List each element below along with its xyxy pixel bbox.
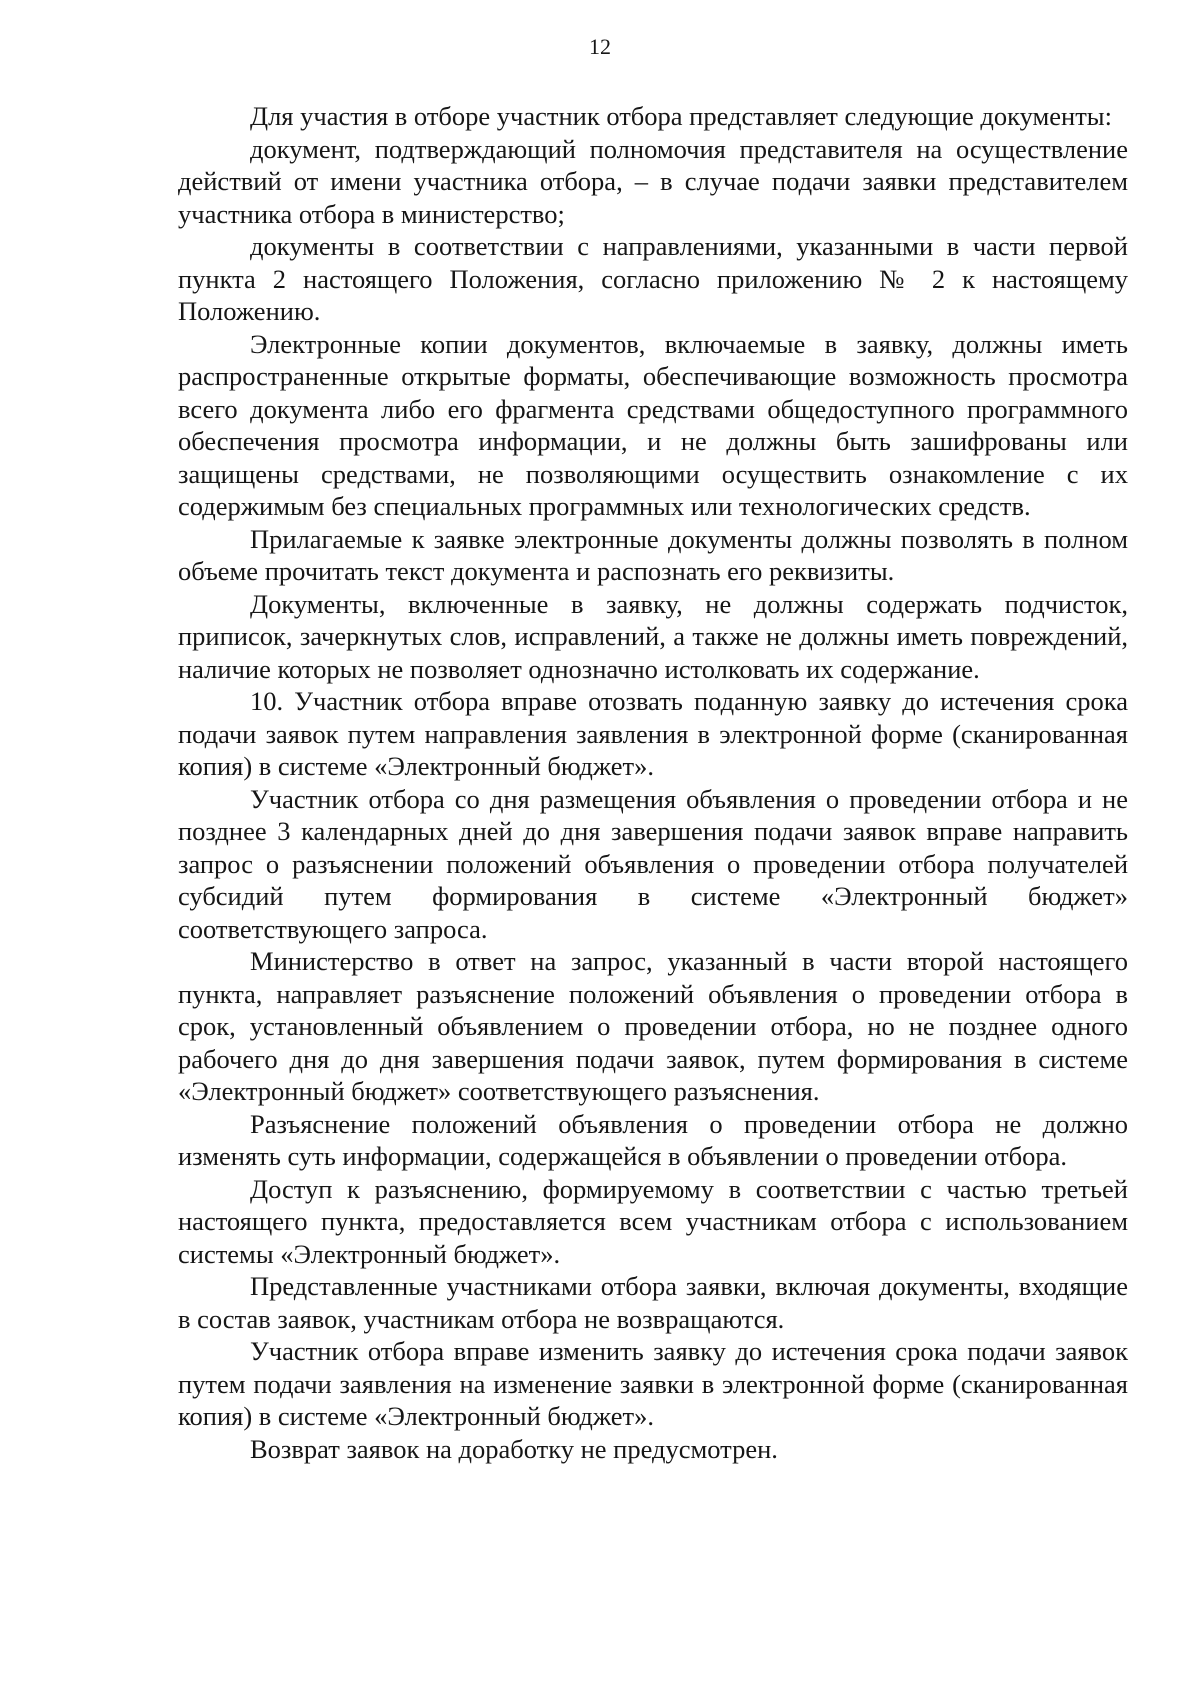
paragraph-authority-document: документ, подтверждающий полномочия представителя на осуществление действий от имени участника отбора, – в случае подачи заявки представителем участника отбора в министерство;	[178, 133, 1128, 229]
document-body	[178, 100, 1128, 1465]
paragraph-item-10-withdraw: 10. Участник отбора вправе отозвать поданную заявку до истечения срока подачи заявок путем направления заявления в электронной форме (сканированная копия) в системе «Электронный бюджет».	[178, 686, 1128, 781]
paragraph-change-application: Участник отбора вправе изменить заявку до истечения срока подачи заявок путем подачи заявления на изменение заявки в электронной форме (сканированная копия) в системе «Электронный бюджет».	[178, 1336, 1128, 1431]
paragraph-clarification-limits: Разъяснение положений объявления о проведении отбора не должно изменять суть информации, содержащейся в объявлении о проведении отбора.	[178, 1108, 1128, 1171]
paragraph-attached-documents-readable: Прилагаемые к заявке электронные документы должны позволять в полном объеме прочитать текст документа и распознать его реквизиты.	[178, 523, 1128, 586]
paragraph-no-corrections: Документы, включенные в заявку, не должны содержать подчисток, приписок, зачеркнутых слов, исправлений, а также не должны иметь повреждений, наличие которых не позволяет однозначно истолковать их содержание.	[178, 588, 1128, 684]
paragraph-clarification-access: Доступ к разъяснению, формируемому в соответствии с частью третьей настоящего пункта, предоставляется всем участникам отбора с использованием системы «Электронный бюджет».	[178, 1173, 1128, 1269]
paragraph-no-return: Представленные участниками отбора заявки, включая документы, входящие в состав заявок, участникам отбора не возвращаются.	[178, 1271, 1128, 1334]
paragraph-clarification-request: Участник отбора со дня размещения объявления о проведении отбора и не позднее 3 календарных дней до дня завершения подачи заявок вправе направить запрос о разъяснении положений объявления о проведении отбора получателей субсидий путем формирования в системе «Электронный бюджет» соответствующего запроса.	[178, 783, 1128, 944]
paragraph-no-rework: Возврат заявок на доработку не предусмотрен.	[250, 1433, 778, 1464]
paragraph-documents-intro: Для участия в отборе участник отбора представляет следующие документы:	[250, 101, 1112, 131]
page-number: 12	[589, 34, 611, 59]
paragraph-electronic-copies-formats: Электронные копии документов, включаемые в заявку, должны иметь распространенные открытые форматы, обеспечивающие возможность просмотра всего документа либо его фрагмента средствами общедоступного программного обеспечения просмотра информации, и не должны быть зашифрованы или защищены средствами, не позволяющими осуществить ознакомление с их содержимым без специальных программных или технологических средств.	[178, 328, 1128, 521]
paragraph-documents-by-direction: документы в соответствии с направлениями, указанными в части первой пункта 2 настоящего Положения, согласно приложению № 2 к настоящему Положению.	[178, 231, 1128, 326]
paragraph-ministry-response: Министерство в ответ на запрос, указанный в части второй настоящего пункта, направляет разъяснение положений объявления о проведении отбора в срок, установленный объявлением о проведении отбора, но не позднее одного рабочего дня до дня завершения подачи заявок, путем формирования в системе «Электронный бюджет» соответствующего разъяснения.	[178, 946, 1128, 1106]
